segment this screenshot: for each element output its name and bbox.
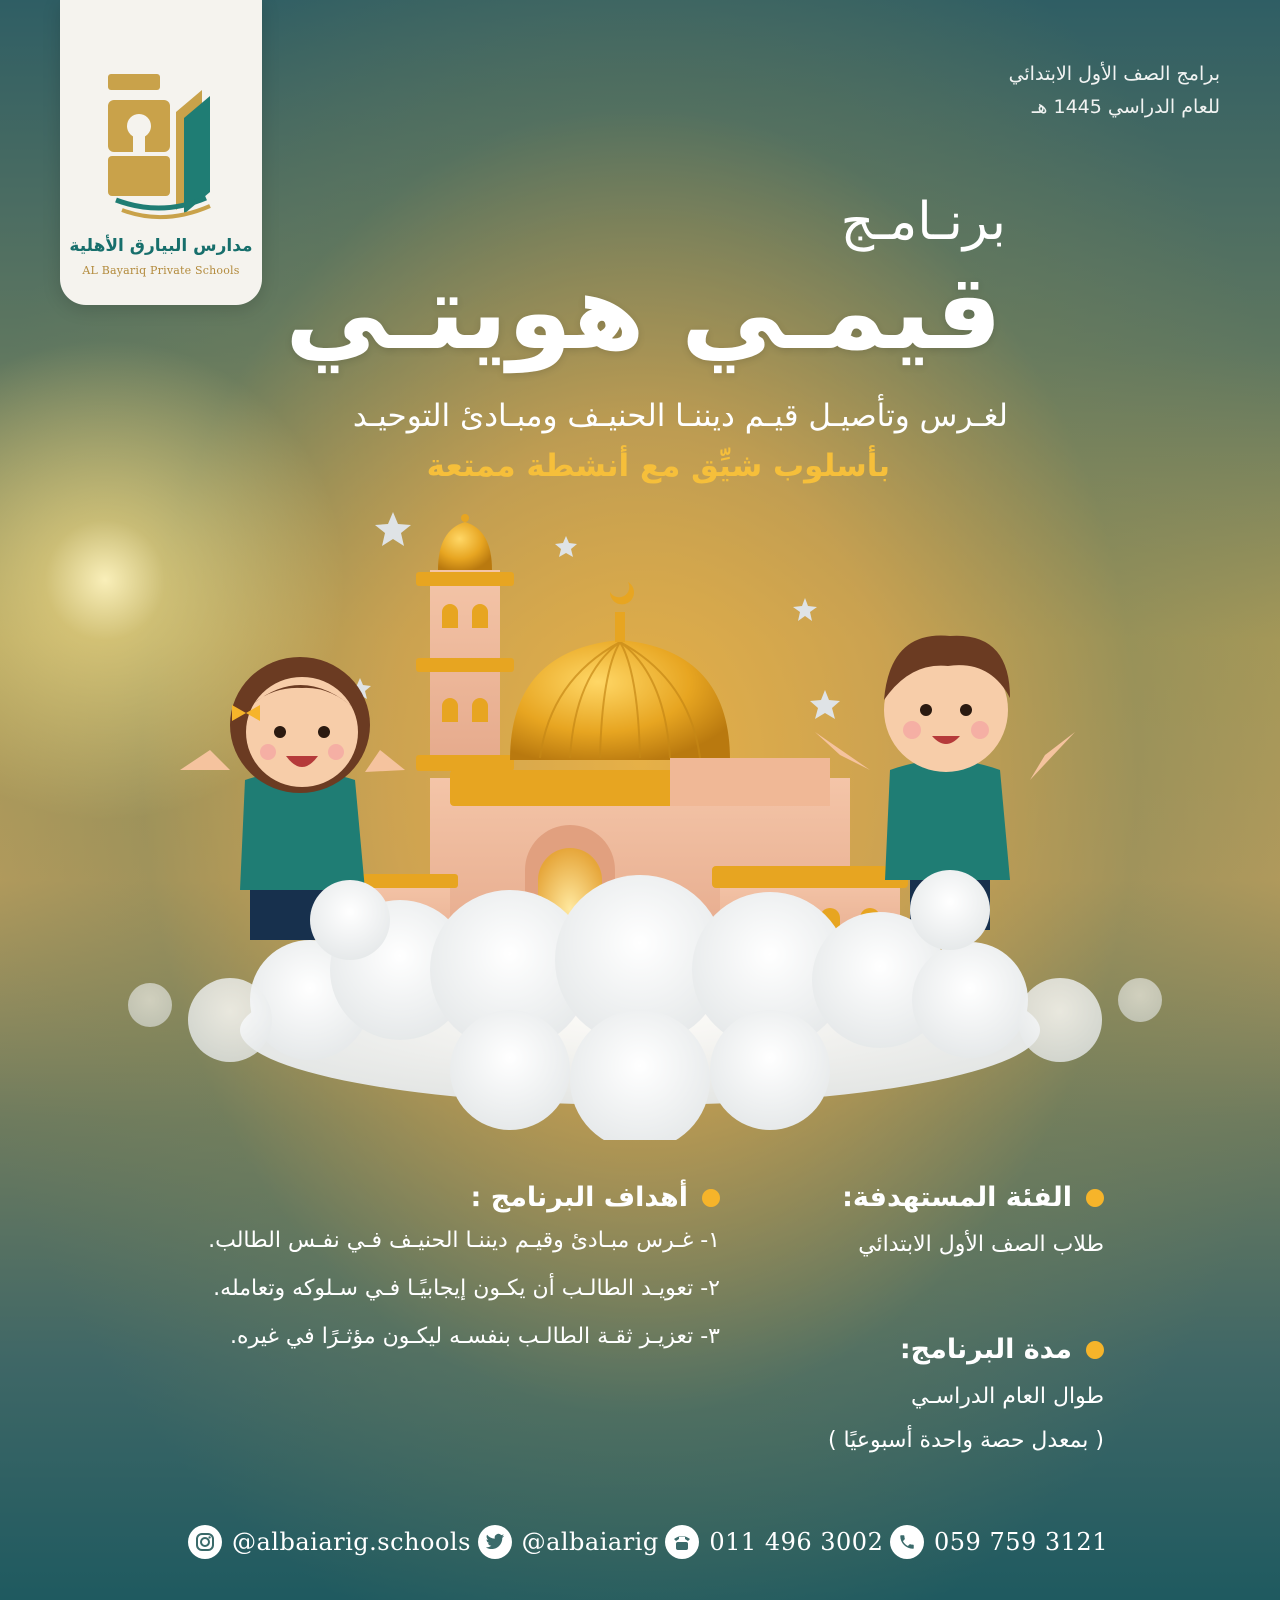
minaret [416, 514, 514, 771]
program-tagline: بأسلوب شيِّق مع أنشطة ممتعة [426, 448, 890, 484]
instagram-handle: @albaiarig.schools [232, 1528, 471, 1556]
target-audience-title: الفئة المستهدفة: [842, 1182, 1072, 1213]
program-title: قيمـي هويتـي [285, 251, 1002, 373]
twitter-handle: @albaiarig [521, 1528, 659, 1556]
school-logo-icon [106, 72, 218, 232]
target-audience-text: طلاب الصف الأول الابتدائي [858, 1232, 1104, 1257]
program-caption [900, 58, 1220, 124]
duration-heading [744, 1334, 1104, 1365]
duration-title: مدة البرنامج: [899, 1334, 1072, 1365]
instagram-contact[interactable] [188, 1525, 471, 1559]
target-audience-heading [744, 1182, 1104, 1213]
contact-footer [188, 1522, 1108, 1562]
instagram-icon [188, 1525, 222, 1559]
bullet-icon [1086, 1341, 1104, 1359]
mobile-contact[interactable] [890, 1525, 1108, 1559]
goal-item: ١- غـرس مبـادئ وقيـم ديننـا الحنيـف فـي نفـس الطالب. [208, 1228, 720, 1253]
duration-line-frequency: ( بمعدل حصة واحدة أسبوعيًا ) [827, 1428, 1104, 1453]
landline-number: 011 496 3002 [709, 1528, 884, 1556]
goals-section [190, 1182, 720, 1357]
goals-title: أهداف البرنامج : [470, 1182, 688, 1213]
goal-item: ٣- تعزيـز ثقـة الطالـب بنفسـه ليكـون مؤثـرًا في غيره. [230, 1324, 720, 1349]
twitter-contact[interactable] [478, 1525, 659, 1559]
school-name-arabic: مدارس البيارق الأهلية [69, 236, 253, 256]
mosque-dome [510, 582, 730, 760]
bullet-icon [702, 1189, 720, 1207]
phone-icon [890, 1525, 924, 1559]
duration-section [744, 1334, 1104, 1463]
duration-line-year: طوال العام الدراسـي [910, 1384, 1104, 1409]
school-logo-card [60, 0, 262, 305]
landline-contact[interactable] [665, 1525, 883, 1559]
goal-item: ٢- تعويـد الطالـب أن يكـون إيجابيًـا فـي سـلوكه وتعامله. [213, 1276, 720, 1301]
landline-phone-icon [665, 1525, 699, 1559]
program-subtitle: لغـرس وتأصيـل قيـم ديننـا الحنيـف ومبـادئ التوحيـد [352, 398, 1008, 434]
caption-line-year: للعام الدراسي 1445 هـ [1031, 96, 1220, 118]
target-audience-section [744, 1182, 1104, 1267]
goals-heading [190, 1182, 720, 1213]
duration-text [744, 1375, 1104, 1463]
program-label: برنـامـج [840, 192, 1006, 252]
bullet-icon [1086, 1189, 1104, 1207]
mobile-number: 059 759 3121 [934, 1528, 1108, 1556]
caption-line-grade: برامج الصف الأول الابتدائي [1008, 63, 1220, 85]
mosque-kids-illustration [80, 500, 1210, 1140]
school-name-english: AL Bayariq Private Schools [82, 264, 240, 277]
twitter-icon [478, 1525, 512, 1559]
